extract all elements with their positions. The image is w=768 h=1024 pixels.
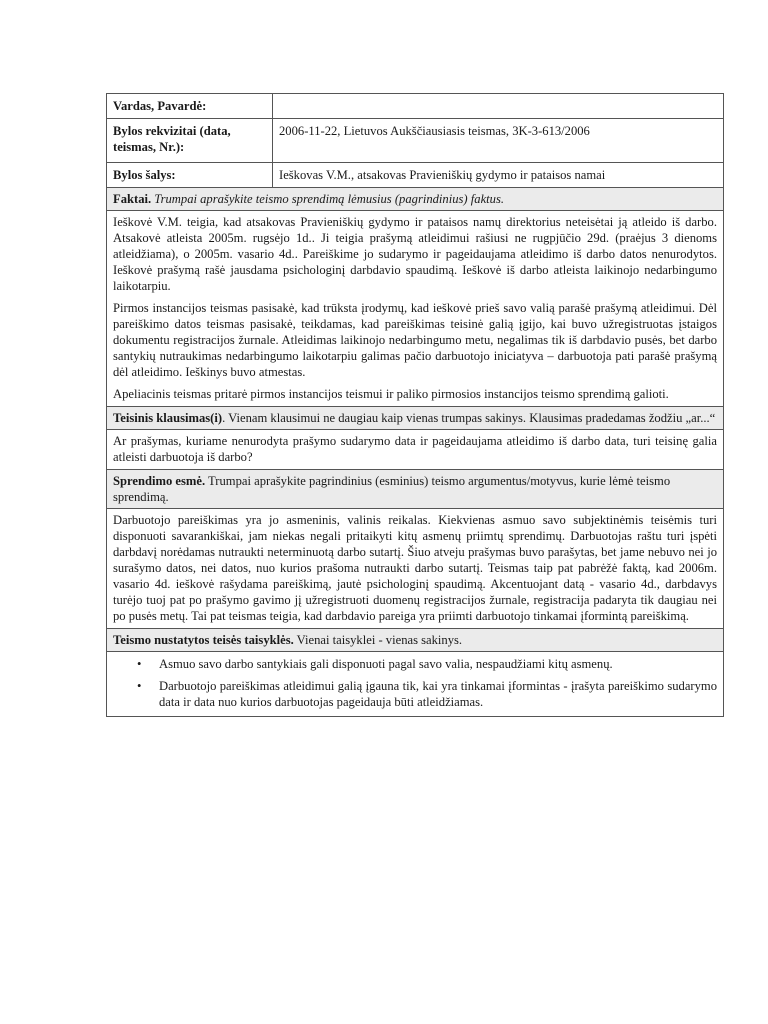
case-requisites-label: Bylos rekvizitai (data, teismas, Nr.):	[107, 119, 273, 162]
case-requisites-value: 2006-11-22, Lietuvos Aukščiausiasis teismas, 3K-3-613/2006	[279, 124, 590, 138]
essence-text: Darbuotojo pareiškimas yra jo asmeninis, valinis reikalas. Kiekvienas asmuo savo subjektinėmis teisėmis turi disponuoti savarankiškai, jam niekas negali pritaikyti kitų asmenų priimtų sprendimų. Darbuotojas raštu turi įspėti darbdavį norėdamas nutraukti neterminuotą darbo sutartį. Šiuo atveju prašymas buvo parašytas, bet jame nebuvo nei jo surašymo datos, nei datos, nuo kurios prašoma nutraukti darbo sutartį. Teismas taip pat pabrėžė faktą, kad 2006m. vasario 4d. ieškovė rašydama pareiškimą, jautė psichologinį spaudimą. Akcentuojant datą - vasario 4d., darbdavys turėjo tuoj pat po prašymo gavimo jį užregistruoti duomenų registracijos žurnale, registracija padaryta tik daugiau nei po pusės metų. Tai pat teismas teigia, kad darbdavio pareiga yra priimti darbuotojo tinkamai įformintą pareiškimą.	[113, 513, 717, 623]
rules-list	[107, 652, 723, 716]
facts-heading: Faktai.	[113, 192, 152, 206]
facts-header	[107, 188, 723, 211]
facts-paragraph: Pirmos instancijos teismas pasisakė, kad trūksta įrodymų, kad ieškovė prieš savo valią parašė prašymą atleidimui. Dėl pareiškimo datos teismas pasisakė, teikdamas, kad pareiškimas teisinė galią įgijo, kai buvo užregistruotas įstaigos dokumentu registracijos žurnale. Atleidimas laikinojo nedarbingumo metu, negalimas tik iš darbdavio pusės, bet darbo santykių nutraukimas nedarbingumo laikotarpiu galimas pačio darbuotojo iniciatyva – darbuotoja pati parašė prašymą dėl atleidimo. Ieškinys buvo atmestas.	[113, 301, 717, 379]
rules-heading: Teismo nustatytos teisės taisyklės.	[113, 633, 294, 647]
rules-header	[107, 629, 723, 652]
name-value	[273, 94, 723, 118]
row-name	[107, 94, 723, 119]
parties-value: Ieškovas V.M., atsakovas Pravieniškių gydymo ir pataisos namai	[279, 168, 606, 182]
essence-heading: Sprendimo esmė.	[113, 474, 206, 488]
row-parties	[107, 163, 723, 188]
name-label: Vardas, Pavardė:	[107, 94, 273, 118]
facts-paragraph: Ieškovė V.M. teigia, kad atsakovas Pravieniškių gydymo ir pataisos namų direktorius neteisėtai ją atleido iš darbo. Atsakovė atleista 2005m. rugsėjo 1d.. Ji teigia prašymą atleidimui rašiusi ne rugpjūčio 29d. (praėjus 3 dienoms atleidžiama), o 2005m. vasario 4d.. Pareiškime jo sudarymo ir pageidaujama atleidimo iš darbo datos nenurodytos. Ieškovė prašymą rašė jausdama psichologinį darbdavio spaudimą. Ieškovė iš darbo atleista laikinojo nedarbingumo laikotarpiu.	[113, 215, 717, 293]
question-body	[107, 430, 723, 470]
facts-paragraph: Apeliacinis teismas pritarė pirmos instancijos teismui ir paliko pirmosios instancijos teismo sprendimą galioti.	[113, 387, 669, 401]
rule-item	[113, 656, 717, 672]
parties-label: Bylos šalys:	[107, 163, 273, 187]
row-case-requisites	[107, 119, 723, 163]
essence-body	[107, 509, 723, 629]
question-header	[107, 407, 723, 430]
rules-instruction: Vienai taisyklei - vienas sakinys.	[293, 633, 463, 647]
rule-text: Darbuotojo pareiškimas atleidimui galią įgauna tik, kai yra tinkamai įformintas - įrašyta pareiškimo sudarymo data ir data nuo kurios darbuotojas pageidauja būti atleidžiamas.	[159, 679, 717, 709]
essence-header	[107, 470, 723, 509]
bullet-icon: •	[137, 679, 142, 693]
facts-body	[107, 211, 723, 407]
essence-instruction: Trumpai aprašykite pagrindinius (esminius) teismo argumentus/motyvus, kurie lėmė teismo sprendimą.	[113, 474, 671, 504]
facts-instruction: Trumpai aprašykite teismo sprendimą lėmusius (pagrindinius) faktus.	[154, 192, 505, 206]
bullet-icon: •	[137, 657, 142, 671]
question-instruction: . Vienam klausimui ne daugiau kaip vienas trumpas sakinys. Klausimas pradedamas žodžiu „ar...“	[222, 411, 716, 425]
rules-body	[107, 652, 723, 716]
case-brief-table	[106, 93, 724, 717]
rule-item	[113, 678, 717, 710]
rule-text: Asmuo savo darbo santykiais gali disponuoti pagal savo valia, nespaudžiami kitų asmenų.	[159, 657, 613, 671]
question-text: Ar prašymas, kuriame nenurodyta prašymo sudarymo data ir pageidaujama atleidimo iš darbo data, turi teisinę galia atleisti darbuotoja iš darbo?	[113, 434, 717, 464]
question-heading: Teisinis klausimas(i)	[113, 411, 223, 425]
